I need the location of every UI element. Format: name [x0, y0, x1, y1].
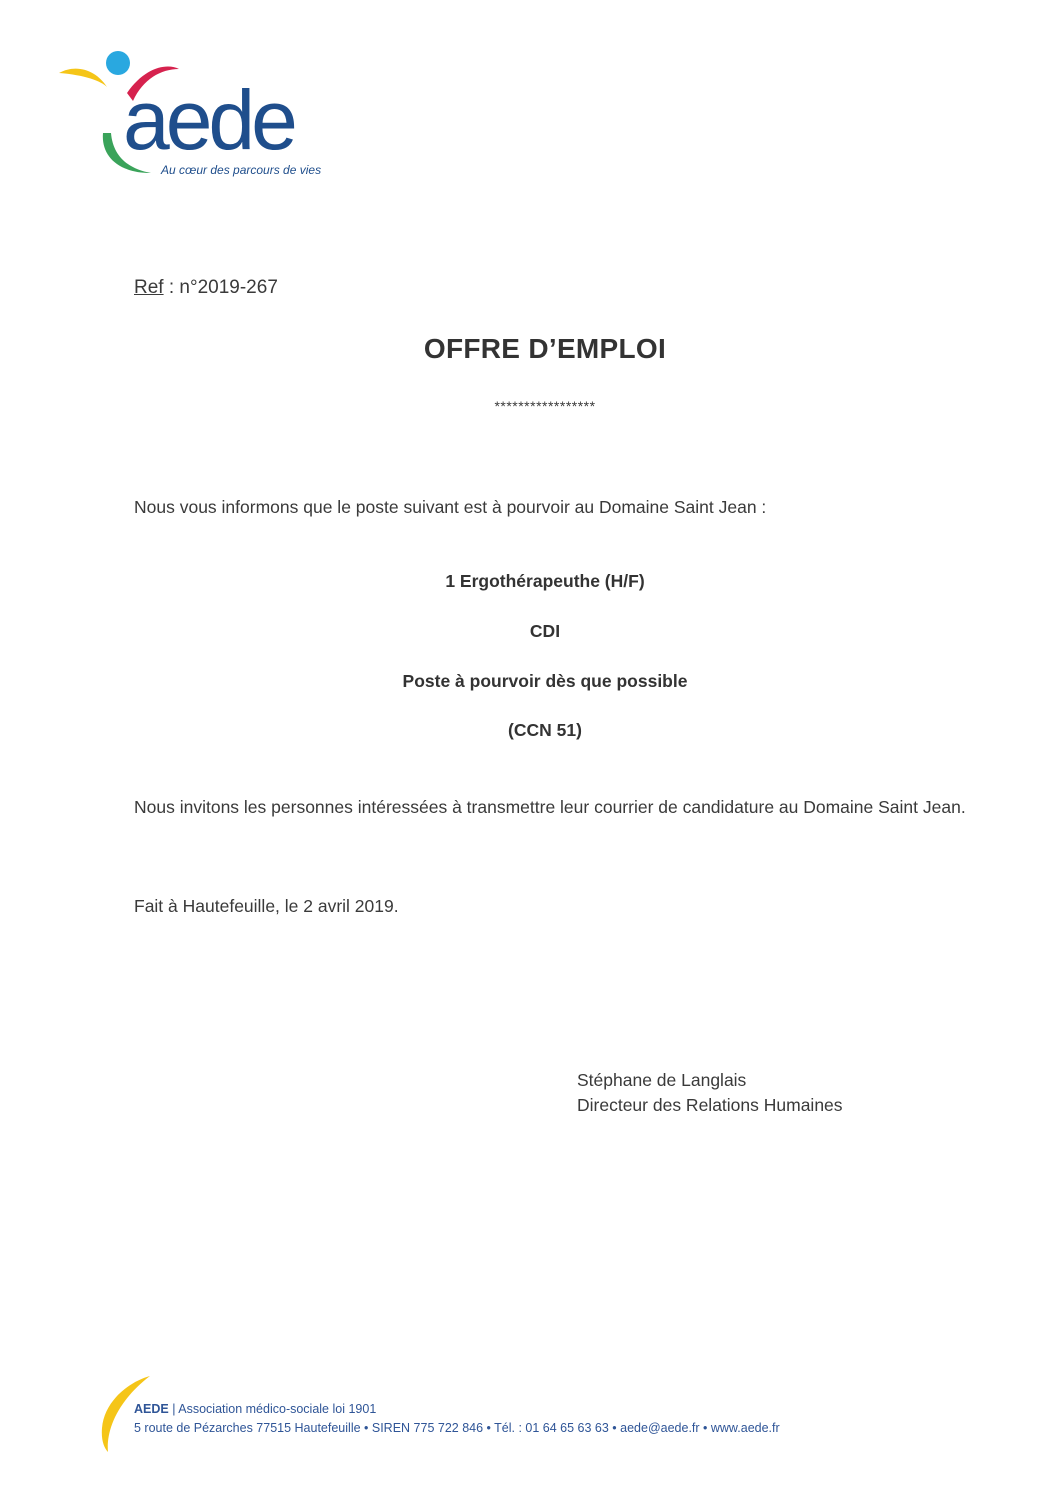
logo-tagline: Au cœur des parcours de vies	[161, 163, 322, 177]
intro-paragraph: Nous vous informons que le poste suivant est à pourvoir au Domaine Saint Jean :	[134, 497, 767, 517]
place-date-line: Fait à Hautefeuille, le 2 avril 2019.	[134, 896, 399, 916]
signatory-name: Stéphane de Langlais	[577, 1070, 747, 1090]
footer-org-line	[134, 1400, 780, 1419]
footer-org-name: AEDE	[134, 1402, 169, 1416]
title-separator-stars: *****************	[494, 398, 596, 414]
reference-number: n°2019-267	[179, 277, 278, 298]
signatory-role: Directeur des Relations Humaines	[577, 1095, 843, 1115]
aede-logo-graphic	[55, 45, 355, 185]
reference-line	[134, 277, 278, 299]
footer-bar: |	[168, 1402, 179, 1416]
page-title: OFFRE D’EMPLOI	[423, 333, 667, 364]
reference-separator: :	[163, 277, 180, 298]
job-title: 1 Ergothérapeuthe (H/F)	[445, 571, 645, 591]
logo-wordmark: aede	[123, 73, 294, 167]
footer-org-description: Association médico-sociale loi 1901	[178, 1402, 377, 1416]
signature-block	[577, 1068, 843, 1118]
availability-line: Poste à pourvoir dès que possible	[402, 671, 688, 691]
logo-head-shape	[106, 51, 130, 75]
contract-type: CDI	[529, 621, 561, 641]
logo-yellow-swoosh	[59, 69, 107, 87]
footer	[134, 1400, 780, 1438]
aede-logo	[55, 45, 355, 185]
invitation-paragraph: Nous invitons les personnes intéressées à transmettre leur courrier de candidature au Domaine Saint Jean.	[134, 797, 966, 817]
collective-agreement: (CCN 51)	[508, 720, 582, 740]
footer-address-line: 5 route de Pézarches 77515 Hautefeuille • SIREN 775 722 846 • Tél. : 01 64 65 63 63 • aede@aede.fr • www.aede.fr	[134, 1421, 780, 1435]
reference-label: Ref	[134, 277, 164, 298]
